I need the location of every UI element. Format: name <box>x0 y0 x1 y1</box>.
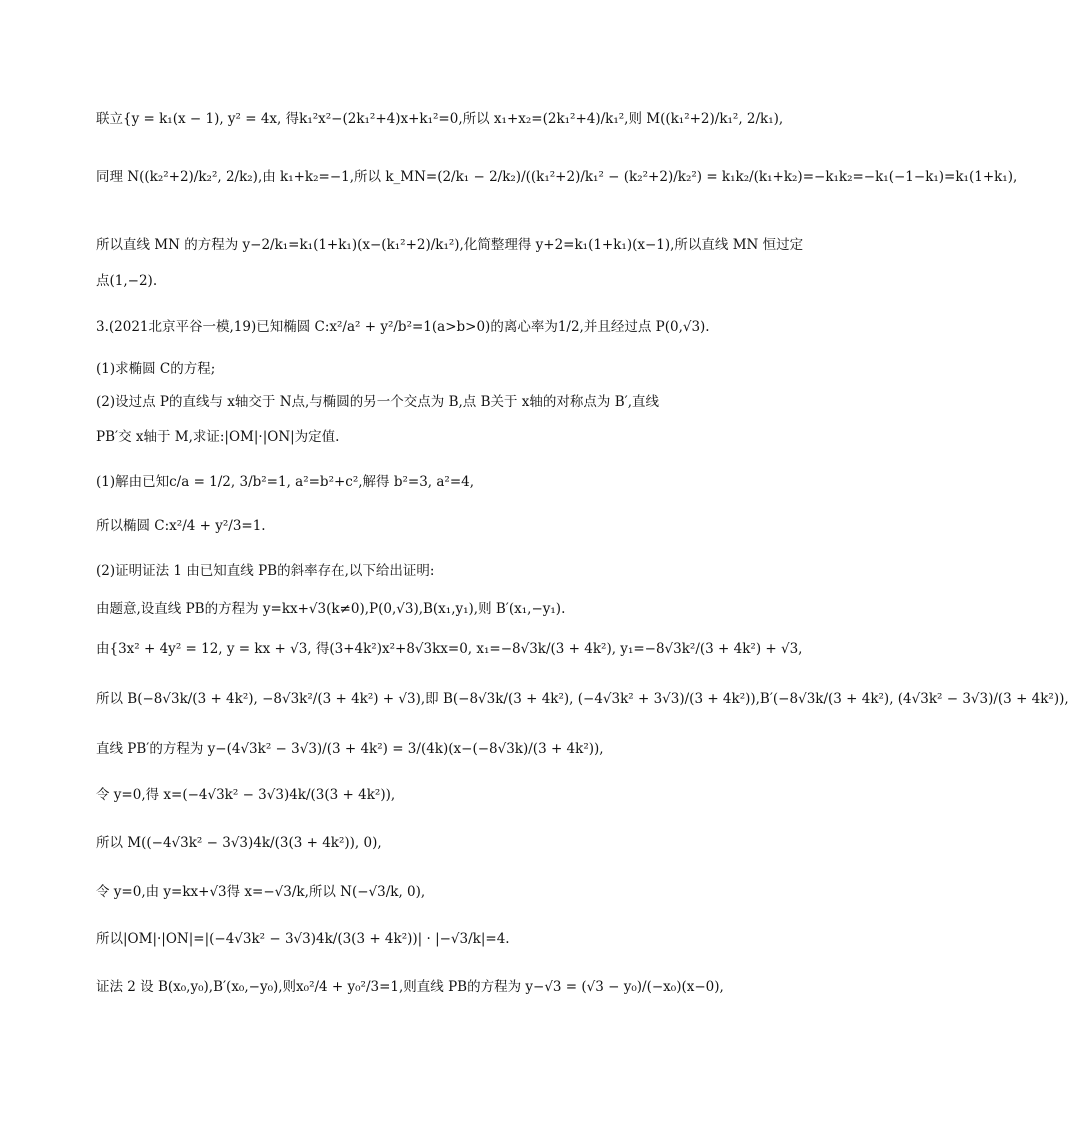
text-line: 所以|OM|·|ON|=|(−4√3k² − 3√3)4k/(3(3 + 4k²))| · |−√3/k|=4. <box>96 931 510 947</box>
text-line: 直线 PB′的方程为 y−(4√3k² − 3√3)/(3 + 4k²) = 3/(4k)(x−(−8√3k)/(3 + 4k²)), <box>96 741 604 757</box>
text-line: 由{3x² + 4y² = 12, y = kx + √3, 得(3+4k²)x²+8√3kx=0, x₁=−8√3k/(3 + 4k²), y₁=−8√3k²/(3 + 4k²) + √3, <box>96 641 803 657</box>
text-line: 所以直线 MN 的方程为 y−2/k₁=k₁(1+k₁)(x−(k₁²+2)/k₁²),化简整理得 y+2=k₁(1+k₁)(x−1),所以直线 MN 恒过定 <box>96 237 804 253</box>
text-line: 由题意,设直线 PB的方程为 y=kx+√3(k≠0),P(0,√3),B(x₁,y₁),则 B′(x₁,−y₁). <box>96 601 566 617</box>
text-line: 令 y=0,得 x=(−4√3k² − 3√3)4k/(3(3 + 4k²)), <box>96 787 396 803</box>
text-line: 同理 N((k₂²+2)/k₂², 2/k₂),由 k₁+k₂=−1,所以 k_MN=(2/k₁ − 2/k₂)/((k₁²+2)/k₁² − (k₂²+2)/k₂²) = k₁k₂/(k₁+k₂)=−k₁k₂=−k₁(−1−k₁)=k₁(1+k₁), <box>96 169 1018 185</box>
text-line: 所以 M((−4√3k² − 3√3)4k/(3(3 + 4k²)), 0), <box>96 835 382 851</box>
text-line: 点(1,−2). <box>96 273 158 289</box>
text-line: (2)设过点 P的直线与 x轴交于 N点,与椭圆的另一个交点为 B,点 B关于 x轴的对称点为 B′,直线 <box>96 394 659 410</box>
text-line: 令 y=0,由 y=kx+√3得 x=−√3/k,所以 N(−√3/k, 0), <box>96 884 426 900</box>
text-line: 所以椭圆 C:x²/4 + y²/3=1. <box>96 518 266 534</box>
text-line: 所以 B(−8√3k/(3 + 4k²), −8√3k²/(3 + 4k²) + √3),即 B(−8√3k/(3 + 4k²), (−4√3k² + 3√3)/(3 + 4k²)),B′(−8√3k/(3 + 4k²), (4√3k² − 3√3)/(3 + 4k²)), <box>96 691 1069 707</box>
text-line: (1)求椭圆 C的方程; <box>96 361 216 377</box>
text-line: PB′交 x轴于 M,求证:|OM|·|ON|为定值. <box>96 429 340 445</box>
text-line: (2)证明证法 1 由已知直线 PB的斜率存在,以下给出证明: <box>96 563 435 579</box>
text-line: 3.(2021北京平谷一模,19)已知椭圆 C:x²/a² + y²/b²=1(a>b>0)的离心率为1/2,并且经过点 P(0,√3). <box>96 319 710 335</box>
text-line: 联立{y = k₁(x − 1), y² = 4x, 得k₁²x²−(2k₁²+4)x+k₁²=0,所以 x₁+x₂=(2k₁²+4)/k₁²,则 M((k₁²+2)/k₁², 2/k₁), <box>96 111 784 127</box>
text-line: (1)解由已知c/a = 1/2, 3/b²=1, a²=b²+c²,解得 b²=3, a²=4, <box>96 474 475 490</box>
text-line: 证法 2 设 B(x₀,y₀),B′(x₀,−y₀),则x₀²/4 + y₀²/3=1,则直线 PB的方程为 y−√3 = (√3 − y₀)/(−x₀)(x−0), <box>96 979 724 995</box>
